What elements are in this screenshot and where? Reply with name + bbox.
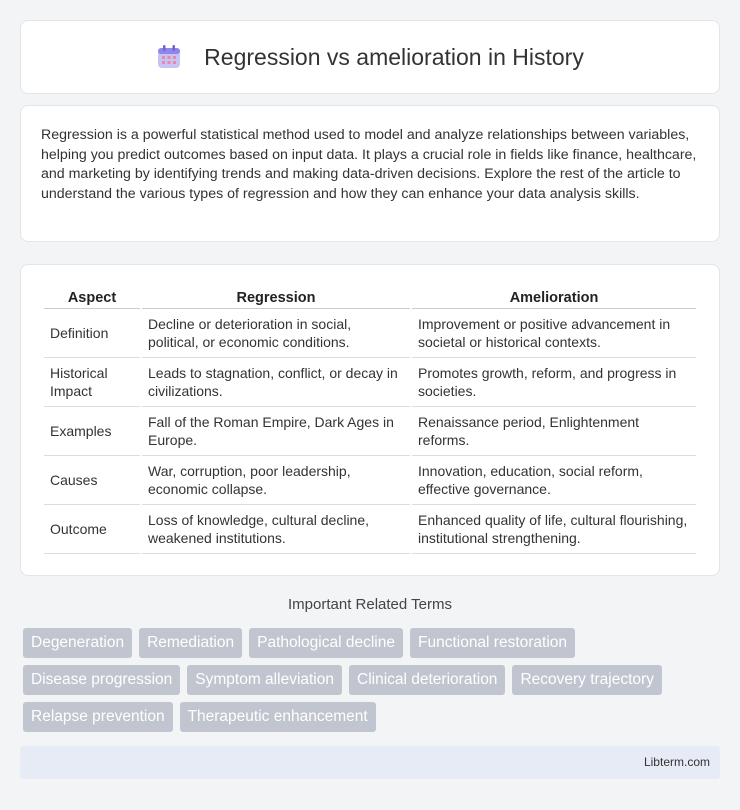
footer: [20, 746, 720, 779]
related-term-tag[interactable]: Symptom alleviation: [187, 665, 342, 695]
table-row: [44, 456, 696, 505]
table-header-row: [44, 285, 696, 309]
cell-amelioration: Promotes growth, reform, and progress in societies.: [412, 358, 696, 407]
related-term-tag[interactable]: Relapse prevention: [23, 702, 173, 732]
cell-amelioration: Renaissance period, Enlightenment reforms.: [412, 407, 696, 456]
page-title: Regression vs amelioration in History: [204, 43, 584, 70]
cell-regression: War, corruption, poor leadership, economic collapse.: [142, 456, 410, 505]
cell-amelioration: Innovation, education, social reform, effective governance.: [412, 456, 696, 505]
related-terms-list: [23, 628, 713, 732]
related-term-tag[interactable]: Pathological decline: [249, 628, 403, 658]
cell-amelioration: Enhanced quality of life, cultural flourishing, institutional strengthening.: [412, 505, 696, 554]
table-row: [44, 309, 696, 358]
cell-aspect: Outcome: [44, 505, 140, 554]
cell-aspect: Definition: [44, 309, 140, 358]
header-aspect: Aspect: [44, 285, 140, 309]
cell-regression: Loss of knowledge, cultural decline, weakened institutions.: [142, 505, 410, 554]
related-term-tag[interactable]: Recovery trajectory: [512, 665, 662, 695]
header-amelioration: Amelioration: [412, 285, 696, 309]
calendar-icon: [156, 44, 182, 70]
related-term-tag[interactable]: Degeneration: [23, 628, 132, 658]
footer-site[interactable]: Libterm.com: [643, 755, 710, 769]
related-term-tag[interactable]: Remediation: [139, 628, 242, 658]
related-term-tag[interactable]: Functional restoration: [410, 628, 575, 658]
cell-regression: Decline or deterioration in social, political, or economic conditions.: [142, 309, 410, 358]
table-row: [44, 407, 696, 456]
comparison-table: [42, 285, 698, 554]
intro-text: Regression is a powerful statistical method used to model and analyze relationships between variables, helping you predict outcomes based on input data. It plays a crucial role in fields like finance, healthcare, and marketing by identifying trends and making data-driven decisions. Explore the rest of the article to understand the various types of regression and how they can enhance your data analysis skills.: [41, 127, 697, 202]
related-term-tag[interactable]: Clinical deterioration: [349, 665, 505, 695]
cell-regression: Fall of the Roman Empire, Dark Ages in Europe.: [142, 407, 410, 456]
header-regression: Regression: [142, 285, 410, 309]
related-term-tag[interactable]: Therapeutic enhancement: [180, 702, 376, 732]
cell-aspect: Causes: [44, 456, 140, 505]
intro-card: [20, 105, 720, 242]
cell-aspect: Examples: [44, 407, 140, 456]
table-row: [44, 358, 696, 407]
related-terms-title: Important Related Terms: [288, 596, 452, 613]
cell-regression: Leads to stagnation, conflict, or decay in civilizations.: [142, 358, 410, 407]
comparison-card: [20, 264, 720, 576]
related-term-tag[interactable]: Disease progression: [23, 665, 180, 695]
table-row: [44, 505, 696, 554]
cell-amelioration: Improvement or positive advancement in societal or historical contexts.: [412, 309, 696, 358]
cell-aspect: Historical Impact: [44, 358, 140, 407]
header-card: [20, 20, 720, 94]
